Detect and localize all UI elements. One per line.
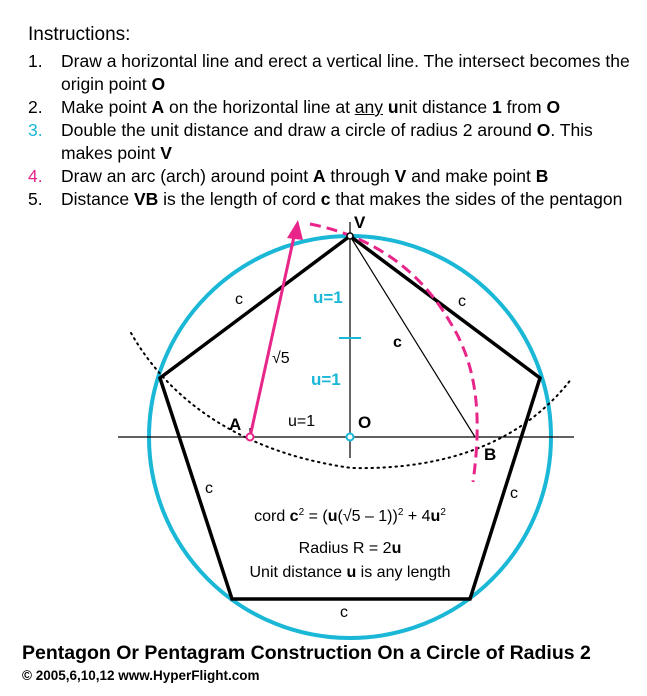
step-text-run: Double the unit distance and draw a circle of radius 2 around — [61, 120, 537, 140]
step-text-run: B — [535, 166, 549, 186]
cord-formula: cord $c^2 = (u(√5 - 1))^2 + 4u^2$ — [254, 507, 446, 525]
step-text-run: u — [387, 97, 399, 117]
side-label-chord: c — [393, 334, 402, 351]
footer-title: Pentagon Or Pentagram Construction On a Circle of Radius 2 — [22, 642, 591, 664]
unit-distance-label: Unit distance u is any length — [249, 564, 451, 581]
step-text-run: 1 — [491, 97, 502, 117]
step-text-run: O — [151, 74, 166, 94]
point-o-label: O — [358, 413, 372, 432]
step-text-run: Make point — [61, 97, 152, 117]
step-text-run: and make point — [406, 166, 536, 186]
step-number: 1. — [28, 51, 43, 71]
step-text-run: on the horizontal line at — [164, 97, 355, 117]
sqrt5-label: √5 — [272, 350, 290, 367]
step-text-run: is the length of cord — [158, 189, 321, 209]
side-label-bottom: c — [340, 604, 348, 621]
unit-label-upper: u=1 — [313, 288, 343, 307]
step-text-run: from — [501, 97, 547, 117]
step-text-run: A — [312, 166, 326, 186]
unit-label-lower: u=1 — [311, 370, 341, 389]
point-o-marker — [347, 434, 354, 441]
footer-copyright: © 2005,6,10,12 www.HyperFlight.com — [22, 668, 260, 683]
step-text-run: O — [546, 97, 561, 117]
step-text-run: Draw a horizontal line and erect a vertical line. The intersect becomes the origin point — [61, 51, 630, 94]
side-label-upper-right: c — [458, 293, 466, 310]
point-a-marker — [247, 434, 254, 441]
side-label-lower-right: c — [510, 485, 518, 502]
step-text-run: through — [325, 166, 395, 186]
step-text-run: Distance — [61, 189, 134, 209]
step-text-run: that makes the sides of the pentagon — [330, 189, 623, 209]
side-label-lower-left: c — [205, 480, 213, 497]
sqrt5-arrowhead — [287, 220, 303, 240]
step-text-run: any — [354, 97, 384, 117]
sqrt5-arrow-line — [250, 232, 295, 437]
step-text-run: Draw an arc (arch) around point — [61, 166, 313, 186]
step-text-run: A — [151, 97, 165, 117]
instructions-heading: Instructions: — [28, 24, 131, 45]
step-number: 2. — [28, 97, 43, 117]
step-text-run: V — [160, 143, 172, 163]
point-v-label: V — [354, 213, 366, 232]
step-text-run: nit distance — [398, 97, 492, 117]
step-number: 4. — [28, 166, 43, 186]
point-a-label: A — [229, 415, 242, 434]
step-text-run: c — [320, 189, 331, 209]
step-number: 3. — [28, 120, 43, 140]
radius-label: Radius R = 2u — [298, 540, 402, 557]
step-text-run: V — [394, 166, 407, 186]
step-text-run: . This makes point — [61, 120, 593, 163]
step-number: 5. — [28, 189, 43, 209]
side-label-upper-left: c — [235, 291, 243, 308]
step-text-run: VB — [133, 189, 159, 209]
point-b-label: B — [484, 445, 497, 464]
step-text-run: O — [536, 120, 551, 140]
unit-label-horizontal: u=1 — [288, 413, 316, 430]
point-v-marker — [347, 233, 353, 239]
